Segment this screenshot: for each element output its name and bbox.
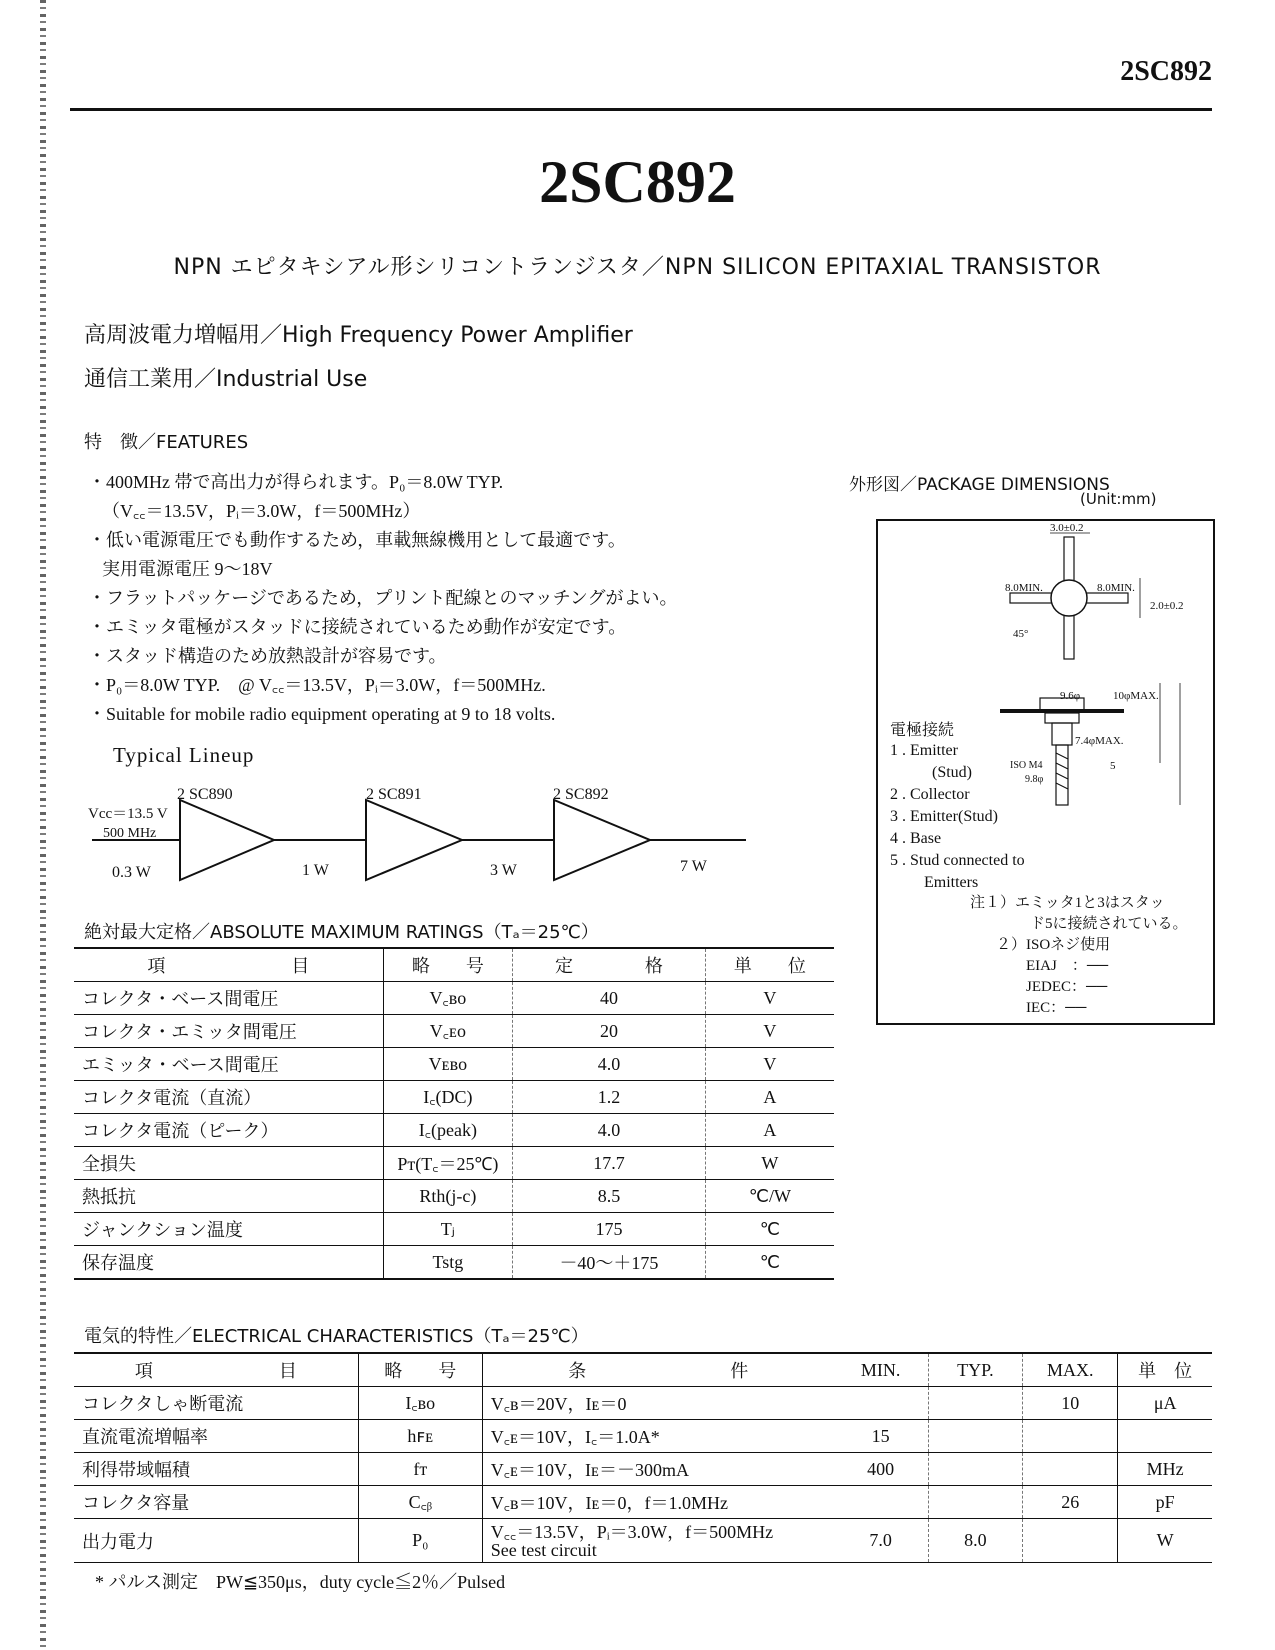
feature-line: 実用電源電圧 9～18V — [102, 559, 273, 579]
scan-edge-artifact — [40, 0, 46, 1650]
cell-unit: μA — [1118, 1387, 1212, 1420]
cell-max: 26 — [1023, 1486, 1118, 1519]
package-dim-label: ISO M4 — [1010, 760, 1043, 771]
cell-rating: 17.7 — [513, 1147, 706, 1180]
cell-item: コレクタ電流（ピーク） — [74, 1114, 383, 1147]
cell-unit: ℃ — [705, 1246, 834, 1280]
cell-symbol: Pᴛ(T꜀＝25℃) — [383, 1147, 512, 1180]
cell-symbol: Tⱼ — [383, 1213, 512, 1246]
cell-min: 400 — [834, 1453, 928, 1486]
features-heading: 特 徴／FEATURES — [84, 432, 249, 453]
cell-max — [1023, 1420, 1118, 1453]
cell-item: コレクタ容量 — [74, 1486, 358, 1519]
package-notes — [970, 893, 1188, 1019]
cell-rating: 4.0 — [513, 1114, 706, 1147]
feature-line: ・エミッタ電極がスタッドに接続されているため動作が安定です。 — [88, 617, 627, 637]
cell-item: コレクタ・ベース間電圧 — [74, 982, 383, 1015]
cell-item: コレクタ・エミッタ間電圧 — [74, 1015, 383, 1048]
pin-item: Emitters — [924, 874, 979, 891]
feature-line: ・Suitable for mobile radio equipment operating at 9 to 18 volts. — [88, 704, 556, 724]
table-header-row — [74, 1353, 1212, 1387]
application-2: 通信工業用／Industrial Use — [84, 367, 368, 392]
cell-unit: pF — [1118, 1486, 1212, 1519]
subtitle: NPN エピタキシアル形シリコントランジスタ／NPN SILICON EPITAXIAL TRANSISTOR — [173, 255, 1102, 280]
cell-condition: V꜀ʙ＝20V，Iᴇ＝0 — [482, 1387, 833, 1420]
cell-symbol: Tstg — [383, 1246, 512, 1280]
package-note: IEC：── — [1026, 1000, 1087, 1016]
cell-symbol: Rth(j-c) — [383, 1180, 512, 1213]
cell-typ — [928, 1420, 1023, 1453]
col-item: 項 目 — [74, 948, 383, 982]
lineup-stage-part: 2 SC890 — [177, 786, 233, 803]
lineup-stage-out: 1 W — [302, 862, 329, 879]
application-1: 高周波電力増幅用／High Frequency Power Amplifier — [84, 323, 633, 348]
cell-max: 10 — [1023, 1387, 1118, 1420]
cell-symbol: C꜀ᵦ — [358, 1486, 482, 1519]
cell-condition: V꜀ᴇ＝10V，I꜀＝1.0A* — [482, 1420, 833, 1453]
feature-line: ・フラットパッケージであるため，プリント配線とのマッチングがよい。 — [88, 588, 678, 608]
cell-condition: V꜀ᴇ＝10V，Iᴇ＝－300mA — [482, 1453, 833, 1486]
cell-rating: 20 — [513, 1015, 706, 1048]
cell-symbol: P₀ — [358, 1519, 482, 1563]
pins-heading: 電極接続 — [890, 722, 955, 739]
amr-heading: 絶対最大定格／ABSOLUTE MAXIMUM RATINGS（Tₐ＝25℃） — [84, 922, 599, 943]
cell-min: 7.0 — [834, 1519, 928, 1563]
package-note: ２）ISOネジ使用 — [996, 937, 1111, 953]
table-row — [74, 1453, 1212, 1486]
cell-unit: V — [705, 1015, 834, 1048]
lineup-stage-out: 3 W — [490, 862, 517, 879]
cell-rating: 175 — [513, 1213, 706, 1246]
lineup-vcc: Vcc＝13.5 V — [88, 806, 168, 822]
table-row — [74, 1519, 1212, 1563]
lineup-freq: 500 MHz — [103, 826, 157, 841]
cell-typ — [928, 1486, 1023, 1519]
cell-symbol: V꜀ʙᴏ — [383, 982, 512, 1015]
pin-item: (Stud) — [932, 764, 972, 781]
lineup-stage-part: 2 SC892 — [553, 786, 609, 803]
cell-item: 熱抵抗 — [74, 1180, 383, 1213]
cell-item: 全損失 — [74, 1147, 383, 1180]
package-dim-label: 5 — [1110, 760, 1116, 772]
package-dim-label: 9.6φ — [1060, 690, 1081, 702]
pin-item: 2 . Collector — [890, 786, 970, 803]
amp-stage-2 — [366, 800, 462, 880]
table-row — [74, 1213, 834, 1246]
cell-item: 出力電力 — [74, 1519, 358, 1563]
condition-line-1: V꜀꜀＝13.5V，Pᵢ＝3.0W，f＝500MHz — [490, 1521, 774, 1542]
cell-rating: 4.0 — [513, 1048, 706, 1081]
table-row — [74, 1147, 834, 1180]
table-row — [74, 1246, 834, 1280]
cell-max — [1023, 1453, 1118, 1486]
table-row — [74, 1081, 834, 1114]
cell-typ — [928, 1387, 1023, 1420]
cell-unit: ℃ — [705, 1213, 834, 1246]
package-dim-label: 10φMAX. — [1113, 690, 1159, 702]
table-row — [74, 1048, 834, 1081]
cell-item: コレクタ電流（直流） — [74, 1081, 383, 1114]
table-row — [74, 1114, 834, 1147]
col-unit: 単 位 — [705, 948, 834, 982]
table-row — [74, 1180, 834, 1213]
col-unit: 単 位 — [1118, 1353, 1212, 1387]
cell-symbol: I꜀(DC) — [383, 1081, 512, 1114]
cell-typ: 8.0 — [928, 1519, 1023, 1563]
cell-item: コレクタしゃ断電流 — [74, 1387, 358, 1420]
cell-symbol: I꜀ʙᴏ — [358, 1387, 482, 1420]
cell-rating: 8.5 — [513, 1180, 706, 1213]
lineup-input-power: 0.3 W — [112, 864, 151, 881]
cell-min: 15 — [834, 1420, 928, 1453]
cell-unit: MHz — [1118, 1453, 1212, 1486]
lineup-stage-part: 2 SC891 — [366, 786, 422, 803]
header-rule — [70, 108, 1212, 111]
package-note: 注１）エミッタ1と3はスタッ — [970, 895, 1165, 911]
cell-item: 利得帯域幅積 — [74, 1453, 358, 1486]
package-note: EIAJ ：── — [1026, 958, 1109, 974]
cell-rating: －40～＋175 — [513, 1246, 706, 1280]
feature-line: ・P₀＝8.0W TYP. @ V꜀꜀＝13.5V，Pᵢ＝3.0W，f＝500MHz. — [88, 675, 546, 695]
cell-unit: A — [705, 1114, 834, 1147]
cell-symbol: V꜀ᴇᴏ — [383, 1015, 512, 1048]
cell-item: 保存温度 — [74, 1246, 383, 1280]
feature-line: ・400MHz 帯で高出力が得られます。P₀＝8.0W TYP. — [88, 472, 504, 492]
pin-item: 5 . Stud connected to — [890, 852, 1025, 869]
col-symbol: 略 号 — [358, 1353, 482, 1387]
cell-min — [834, 1387, 928, 1420]
feature-line: （V꜀꜀＝13.5V，Pᵢ＝3.0W，f＝500MHz） — [102, 501, 421, 521]
table-header-row — [74, 948, 834, 982]
cell-rating: 40 — [513, 982, 706, 1015]
cell-condition — [482, 1519, 833, 1563]
table-row — [74, 1486, 1212, 1519]
condition-line-2: See test circuit — [490, 1539, 597, 1560]
header-part-number: 2SC892 — [1120, 56, 1212, 87]
cell-item: 直流電流増幅率 — [74, 1420, 358, 1453]
cell-max — [1023, 1519, 1118, 1563]
pin-item: 4 . Base — [890, 830, 942, 847]
col-max: MAX. — [1023, 1353, 1118, 1387]
amp-stage-1 — [180, 800, 274, 880]
table-row — [74, 982, 834, 1015]
cell-min — [834, 1486, 928, 1519]
cell-symbol: Vᴇʙᴏ — [383, 1048, 512, 1081]
lineup-stage-out: 7 W — [680, 858, 707, 875]
package-dim-label: 3.0±0.2 — [1050, 522, 1084, 534]
table-row — [74, 1387, 1212, 1420]
cell-symbol: I꜀(peak) — [383, 1114, 512, 1147]
cell-condition: V꜀ʙ＝10V，Iᴇ＝0，f＝1.0MHz — [482, 1486, 833, 1519]
cell-unit: W — [705, 1147, 834, 1180]
package-title: 外形図／PACKAGE DIMENSIONS — [849, 475, 1110, 495]
package-dim-label: 9.8φ — [1025, 774, 1044, 785]
cell-unit — [1118, 1420, 1212, 1453]
package-dim-label: 7.4φMAX. — [1075, 735, 1124, 747]
table-row — [74, 1420, 1212, 1453]
package-unit: (Unit:mm) — [1080, 490, 1157, 508]
package-dim-label: 45° — [1013, 628, 1029, 640]
cell-unit: V — [705, 1048, 834, 1081]
features-list — [88, 468, 678, 729]
package-note: ド5に接続されている。 — [1030, 916, 1188, 932]
col-rating: 定 格 — [513, 948, 706, 982]
cell-unit: W — [1118, 1519, 1212, 1563]
package-dim-label: 8.0MIN. — [1005, 582, 1043, 594]
feature-line: ・スタッド構造のため放熱設計が容易です。 — [88, 646, 447, 666]
pin-list — [890, 740, 1025, 894]
amp-stage-3 — [554, 800, 650, 880]
page-title: 2SC892 — [539, 149, 736, 215]
table-row — [74, 1015, 834, 1048]
cell-unit: ℃/W — [705, 1180, 834, 1213]
feature-line: ・低い電源電圧でも動作するため，車載無線機用として最適です。 — [88, 530, 626, 550]
col-min: MIN. — [834, 1353, 928, 1387]
cell-symbol: fᴛ — [358, 1453, 482, 1486]
amr-table — [74, 947, 834, 1280]
col-condition: 条 件 — [482, 1353, 833, 1387]
package-note: JEDEC：── — [1026, 979, 1108, 995]
cell-unit: A — [705, 1081, 834, 1114]
package-dim-label: 8.0MIN. — [1097, 582, 1135, 594]
cell-item: ジャンクション温度 — [74, 1213, 383, 1246]
col-typ: TYP. — [928, 1353, 1023, 1387]
package-dim-label: 2.0±0.2 — [1150, 600, 1184, 612]
cell-rating: 1.2 — [513, 1081, 706, 1114]
pin-item: 3 . Emitter(Stud) — [890, 808, 998, 825]
cell-unit: V — [705, 982, 834, 1015]
pin-item: 1 . Emitter — [890, 742, 958, 759]
lineup-title: Typical Lineup — [113, 743, 255, 767]
cell-symbol: hꜰᴇ — [358, 1420, 482, 1453]
ec-heading: 電気的特性／ELECTRICAL CHARACTERISTICS（Tₐ＝25℃） — [84, 1326, 589, 1347]
col-symbol: 略 号 — [383, 948, 512, 982]
col-item: 項 目 — [74, 1353, 358, 1387]
cell-item: エミッタ・ベース間電圧 — [74, 1048, 383, 1081]
cell-typ — [928, 1453, 1023, 1486]
ec-table — [74, 1352, 1212, 1563]
footnote: * パルス測定 PW≦350μs，duty cycle≦2％／Pulsed — [95, 1572, 506, 1592]
